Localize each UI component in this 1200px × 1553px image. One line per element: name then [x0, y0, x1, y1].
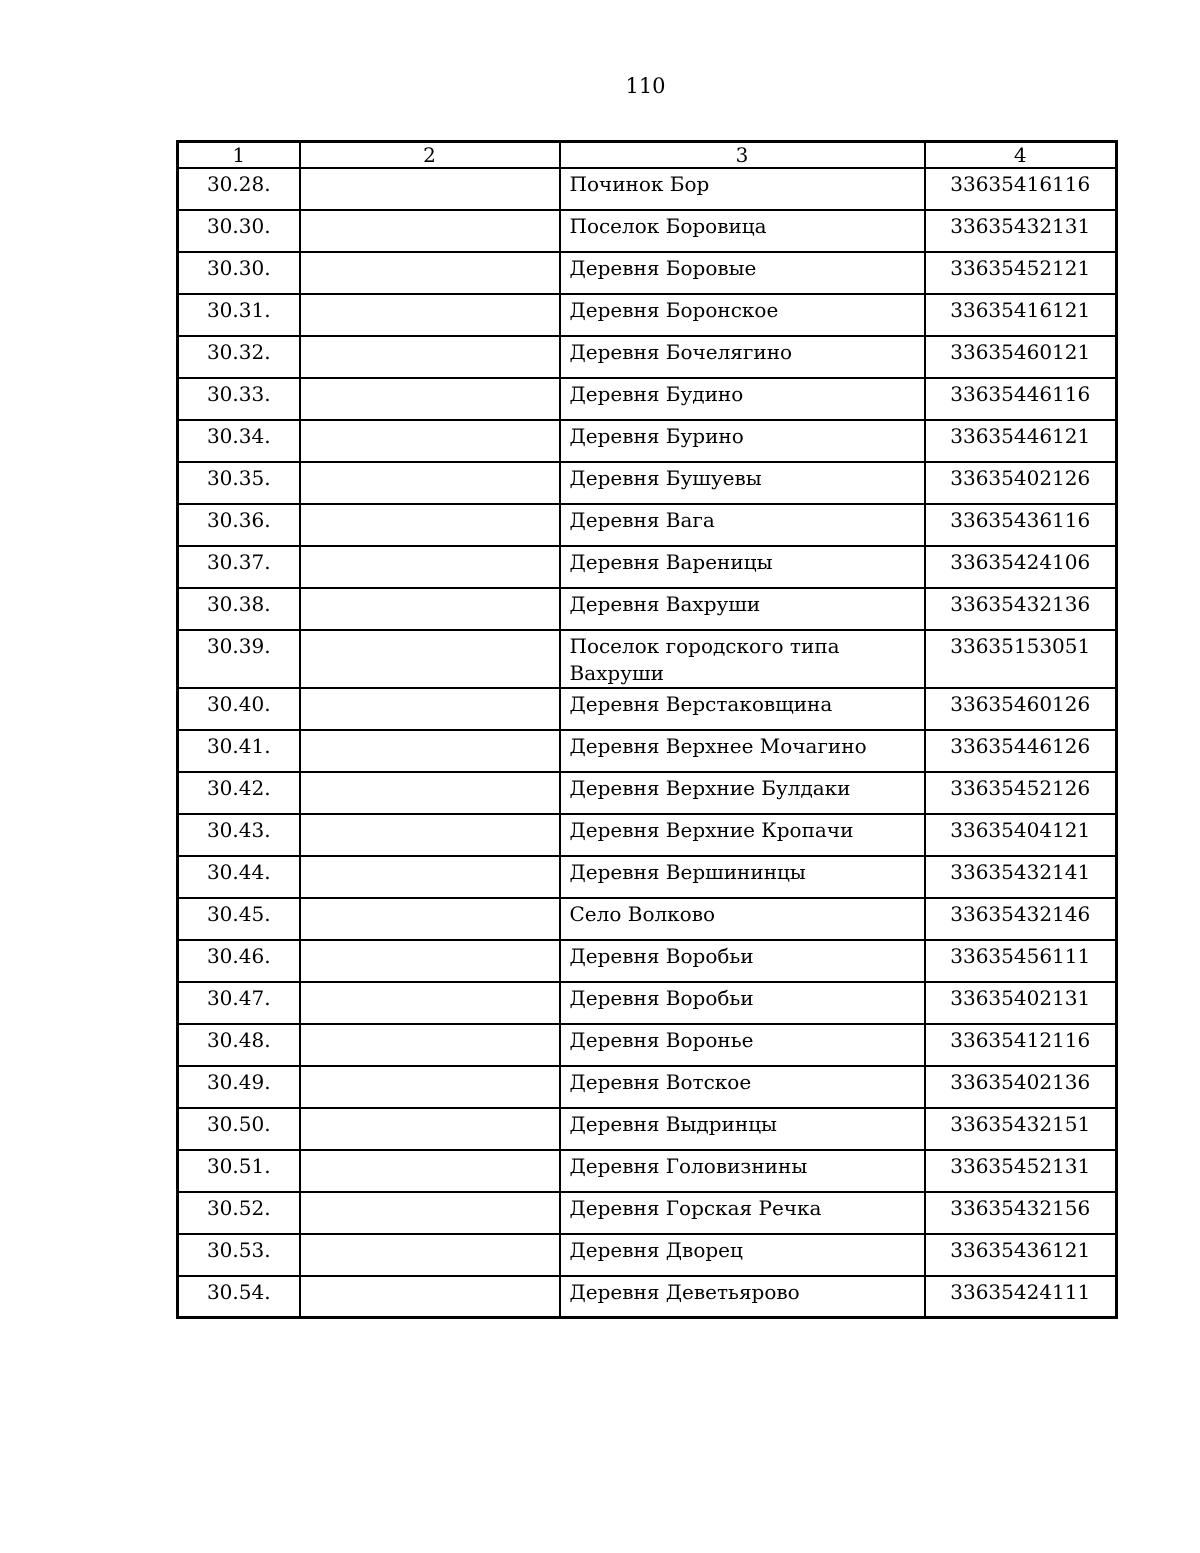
- settlement-name-cell: Деревня Вареницы: [560, 546, 925, 588]
- settlement-name-cell: Деревня Бурино: [560, 420, 925, 462]
- settlement-name-cell: Деревня Верхние Кропачи: [560, 814, 925, 856]
- settlement-name-cell: Деревня Верхние Булдаки: [560, 772, 925, 814]
- row-number-cell: 30.35.: [178, 462, 300, 504]
- row-number-cell: 30.45.: [178, 898, 300, 940]
- settlement-name-cell: Деревня Вага: [560, 504, 925, 546]
- row-number-cell: 30.32.: [178, 336, 300, 378]
- settlement-name-cell: Деревня Боронское: [560, 294, 925, 336]
- table-row: [178, 168, 1117, 210]
- settlement-code-cell: 33635436116: [925, 504, 1117, 546]
- row-number-cell: 30.44.: [178, 856, 300, 898]
- settlement-name-cell: Деревня Дворец: [560, 1234, 925, 1276]
- table-row: [178, 1234, 1117, 1276]
- row-number-cell: 30.46.: [178, 940, 300, 982]
- row-number-cell: 30.42.: [178, 772, 300, 814]
- column-header-3: 3: [560, 142, 925, 168]
- empty-cell: [300, 1192, 560, 1234]
- table-row: [178, 210, 1117, 252]
- empty-cell: [300, 630, 560, 688]
- empty-cell: [300, 814, 560, 856]
- empty-cell: [300, 1024, 560, 1066]
- empty-cell: [300, 504, 560, 546]
- settlement-name-cell: Деревня Бушуевы: [560, 462, 925, 504]
- table-row: [178, 898, 1117, 940]
- table-row: [178, 546, 1117, 588]
- settlement-name-cell: Село Волково: [560, 898, 925, 940]
- table-row: [178, 982, 1117, 1024]
- empty-cell: [300, 294, 560, 336]
- settlement-name-cell: Деревня Деветьярово: [560, 1276, 925, 1318]
- empty-cell: [300, 546, 560, 588]
- settlement-code-cell: 33635432146: [925, 898, 1117, 940]
- empty-cell: [300, 462, 560, 504]
- table-row: [178, 588, 1117, 630]
- empty-cell: [300, 420, 560, 462]
- row-number-cell: 30.30.: [178, 210, 300, 252]
- empty-cell: [300, 898, 560, 940]
- settlement-code-cell: 33635432151: [925, 1108, 1117, 1150]
- settlement-name-cell: Деревня Вахруши: [560, 588, 925, 630]
- table-row: [178, 1150, 1117, 1192]
- settlement-code-cell: 33635460126: [925, 688, 1117, 730]
- row-number-cell: 30.43.: [178, 814, 300, 856]
- row-number-cell: 30.52.: [178, 1192, 300, 1234]
- settlement-name-cell: Деревня Горская Речка: [560, 1192, 925, 1234]
- empty-cell: [300, 856, 560, 898]
- settlement-name-cell: Деревня Боровые: [560, 252, 925, 294]
- settlement-code-cell: 33635402131: [925, 982, 1117, 1024]
- row-number-cell: 30.40.: [178, 688, 300, 730]
- empty-cell: [300, 1150, 560, 1192]
- table-row: [178, 420, 1117, 462]
- table-header: [178, 142, 1117, 168]
- empty-cell: [300, 588, 560, 630]
- table-row: [178, 252, 1117, 294]
- row-number-cell: 30.38.: [178, 588, 300, 630]
- settlements-table: [176, 140, 1118, 1319]
- table-row: [178, 294, 1117, 336]
- table-row: [178, 730, 1117, 772]
- row-number-cell: 30.39.: [178, 630, 300, 688]
- empty-cell: [300, 1234, 560, 1276]
- settlement-name-cell: Поселок Боровица: [560, 210, 925, 252]
- settlement-name-cell: Деревня Будино: [560, 378, 925, 420]
- settlement-name-cell: Поселок городского типа Вахруши: [560, 630, 925, 688]
- table-row: [178, 688, 1117, 730]
- settlement-code-cell: 33635402136: [925, 1066, 1117, 1108]
- settlement-code-cell: 33635436121: [925, 1234, 1117, 1276]
- empty-cell: [300, 940, 560, 982]
- empty-cell: [300, 378, 560, 420]
- settlement-name-cell: Деревня Выдринцы: [560, 1108, 925, 1150]
- settlement-code-cell: 33635446116: [925, 378, 1117, 420]
- row-number-cell: 30.31.: [178, 294, 300, 336]
- settlement-code-cell: 33635404121: [925, 814, 1117, 856]
- settlement-code-cell: 33635456111: [925, 940, 1117, 982]
- row-number-cell: 30.36.: [178, 504, 300, 546]
- table-row: [178, 1192, 1117, 1234]
- settlement-name-cell: Деревня Воробьи: [560, 940, 925, 982]
- settlement-code-cell: 33635432156: [925, 1192, 1117, 1234]
- column-header-4: 4: [925, 142, 1117, 168]
- row-number-cell: 30.53.: [178, 1234, 300, 1276]
- settlement-code-cell: 33635402126: [925, 462, 1117, 504]
- empty-cell: [300, 336, 560, 378]
- settlement-code-cell: 33635432136: [925, 588, 1117, 630]
- empty-cell: [300, 210, 560, 252]
- table-header-row: [178, 142, 1117, 168]
- empty-cell: [300, 1276, 560, 1318]
- settlement-name-cell: Деревня Головизнины: [560, 1150, 925, 1192]
- settlement-name-cell: Деревня Бочелягино: [560, 336, 925, 378]
- row-number-cell: 30.50.: [178, 1108, 300, 1150]
- settlement-code-cell: 33635452126: [925, 772, 1117, 814]
- empty-cell: [300, 688, 560, 730]
- settlement-code-cell: 33635432141: [925, 856, 1117, 898]
- settlement-code-cell: 33635424106: [925, 546, 1117, 588]
- table-row: [178, 1108, 1117, 1150]
- row-number-cell: 30.51.: [178, 1150, 300, 1192]
- column-header-1: 1: [178, 142, 300, 168]
- row-number-cell: 30.54.: [178, 1276, 300, 1318]
- page-content: [176, 0, 1115, 1319]
- row-number-cell: 30.37.: [178, 546, 300, 588]
- empty-cell: [300, 772, 560, 814]
- settlement-code-cell: 33635446121: [925, 420, 1117, 462]
- table-row: [178, 1276, 1117, 1318]
- settlement-code-cell: 33635416116: [925, 168, 1117, 210]
- empty-cell: [300, 168, 560, 210]
- row-number-cell: 30.47.: [178, 982, 300, 1024]
- row-number-cell: 30.33.: [178, 378, 300, 420]
- table-row: [178, 378, 1117, 420]
- settlement-name-cell: Деревня Вершининцы: [560, 856, 925, 898]
- table-row: [178, 814, 1117, 856]
- column-header-2: 2: [300, 142, 560, 168]
- table-row: [178, 772, 1117, 814]
- table-row: [178, 940, 1117, 982]
- settlement-name-cell: Деревня Верхнее Мочагино: [560, 730, 925, 772]
- empty-cell: [300, 982, 560, 1024]
- settlement-code-cell: 33635153051: [925, 630, 1117, 688]
- settlement-name-cell: Деревня Верстаковщина: [560, 688, 925, 730]
- settlement-name-cell: Починок Бор: [560, 168, 925, 210]
- empty-cell: [300, 730, 560, 772]
- settlement-code-cell: 33635412116: [925, 1024, 1117, 1066]
- empty-cell: [300, 1108, 560, 1150]
- settlement-name-cell: Деревня Вотское: [560, 1066, 925, 1108]
- settlement-code-cell: 33635452131: [925, 1150, 1117, 1192]
- settlement-name-cell: Деревня Воробьи: [560, 982, 925, 1024]
- settlement-name-cell: Деревня Воронье: [560, 1024, 925, 1066]
- table-row: [178, 856, 1117, 898]
- row-number-cell: 30.30.: [178, 252, 300, 294]
- settlement-code-cell: 33635446126: [925, 730, 1117, 772]
- settlement-code-cell: 33635452121: [925, 252, 1117, 294]
- table-row: [178, 1066, 1117, 1108]
- empty-cell: [300, 1066, 560, 1108]
- page-number: 110: [625, 74, 666, 98]
- table-row: [178, 504, 1117, 546]
- row-number-cell: 30.28.: [178, 168, 300, 210]
- settlement-code-cell: 33635460121: [925, 336, 1117, 378]
- row-number-cell: 30.34.: [178, 420, 300, 462]
- settlement-code-cell: 33635432131: [925, 210, 1117, 252]
- table-row: [178, 462, 1117, 504]
- table-row: [178, 336, 1117, 378]
- table-row: [178, 1024, 1117, 1066]
- row-number-cell: 30.41.: [178, 730, 300, 772]
- row-number-cell: 30.49.: [178, 1066, 300, 1108]
- settlement-code-cell: 33635416121: [925, 294, 1117, 336]
- table-body: [178, 168, 1117, 1318]
- row-number-cell: 30.48.: [178, 1024, 300, 1066]
- settlement-code-cell: 33635424111: [925, 1276, 1117, 1318]
- table-row: [178, 630, 1117, 688]
- empty-cell: [300, 252, 560, 294]
